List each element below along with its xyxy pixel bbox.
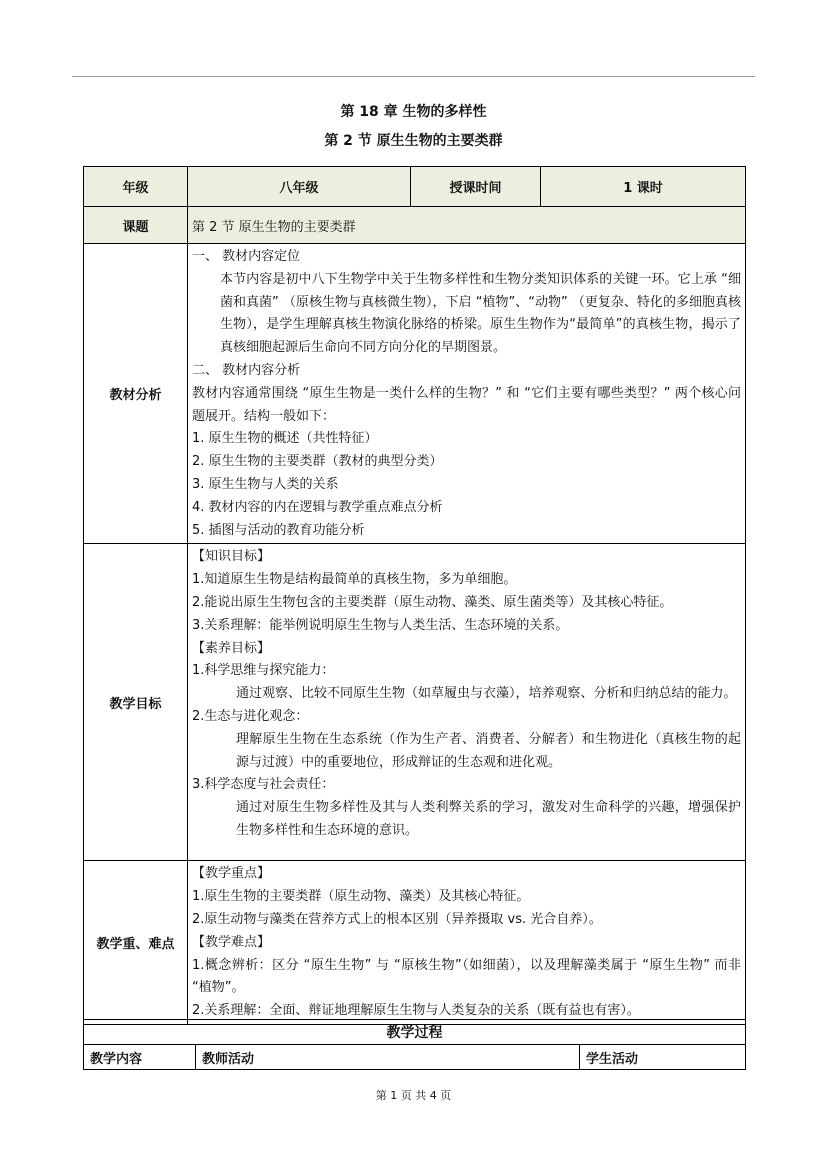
key-point-item: 1.原生生物的主要类群（原生动物、藻类）及其核心特征。 (192, 889, 530, 905)
process-title: 教学过程 (84, 1020, 746, 1045)
difficulty-item: 2.关系理解：全面、辩证地理解原生生物与人类复杂的关系（既有益也有害）。 (192, 1003, 640, 1019)
topic-row (84, 207, 746, 244)
keypoints-content (188, 861, 746, 1025)
key-point-item: 2.原生动物与藻类在营养方式上的根本区别（异养摄取 vs. 光合自养）。 (192, 911, 602, 927)
student-column-header: 学生活动 (580, 1045, 746, 1070)
goal-detail: 通过对原生生物多样性及其与人类利弊关系的学习，激发对生命科学的兴趣，增强保护生物多样性和生态环境的意识。 (236, 800, 741, 838)
goal-detail: 通过观察、比较不同原生生物（如草履虫与衣藻），培养观察、分析和归纳总结的能力。 (236, 686, 737, 702)
goals-content (188, 544, 746, 861)
lesson-plan-table (83, 166, 746, 1025)
analysis-list-item: 3. 原生生物与人类的关系 (192, 476, 339, 492)
literacy-goals-heading: 【素养目标】 (192, 640, 271, 656)
keypoints-row (84, 861, 746, 1025)
goal-item: 1.知道原生生物是结构最简单的真核生物，多为单细胞。 (192, 572, 517, 588)
grade-value: 八年级 (188, 167, 411, 207)
topic-value: 第 2 节 原生生物的主要类群 (188, 207, 746, 244)
time-label: 授课时间 (411, 167, 541, 207)
goal-item: 3.关系理解：能举例说明原生生物与人类生活、生态环境的关系。 (192, 617, 569, 633)
analysis-heading-1: 一、 教材内容定位 (192, 249, 301, 264)
analysis-paragraph-1: 本节内容是初中八下生物学中关于生物多样性和生物分类知识体系的关键一环。它上承 “细菌和真菌” （原核生物与真核微生物），下启 “植物”、“动物” （更复杂、特化的多细胞真核生物），是学生理解真核生物演化脉络的桥梁。原生生物作为“最简单”的真核生物，揭示了真核细胞起源后生命向不同方向分化的早期图景。 (220, 271, 741, 356)
analysis-list-item: 4. 教材内容的内在逻辑与教学重点难点分析 (192, 499, 443, 515)
goal-detail: 理解原生生物在生态系统（作为生产者、消费者、分解者）和生物进化（真核生物的起源与过渡）中的重要地位，形成辩证的生态观和进化观。 (236, 731, 741, 770)
process-title-row (84, 1020, 746, 1045)
section-title: 第 2 节 原生生物的主要类群 (324, 133, 503, 149)
topic-label: 课题 (84, 207, 188, 244)
analysis-list-item: 5. 插图与活动的教育功能分析 (192, 522, 365, 538)
process-header-row (84, 1045, 746, 1070)
analysis-list-item: 1. 原生生物的概述（共性特征） (192, 431, 378, 447)
analysis-content (188, 244, 746, 544)
knowledge-goals-heading: 【知识目标】 (192, 549, 271, 565)
analysis-heading-2: 二、 教材内容分析 (192, 362, 301, 378)
goal-item: 3.科学态度与社会责任： (192, 777, 335, 793)
info-row (84, 167, 746, 207)
goals-row (84, 544, 746, 861)
keypoints-label: 教学重、难点 (84, 861, 188, 1025)
difficulties-heading: 【教学难点】 (192, 934, 271, 950)
teacher-column-header: 教师活动 (196, 1045, 580, 1070)
chapter-title: 第 18 章 生物的多样性 (340, 104, 487, 120)
content-column-header: 教学内容 (84, 1045, 196, 1070)
page-number: 第 1 页 共 4 页 (375, 1089, 452, 1102)
goal-item: 2.能说出原生生物包含的主要类群（原生动物、藻类、原生菌类等）及其核心特征。 (192, 594, 673, 610)
difficulty-item: 1.概念辨析：区分 “原生生物” 与 “原核生物”（如细菌），以及理解藻类属于 “原生生物” 而非 “植物”。 (192, 957, 741, 996)
goal-item: 2.生态与进化观念： (192, 708, 309, 724)
header-rule (72, 76, 755, 77)
analysis-label: 教材分析 (84, 244, 188, 544)
goals-label: 教学目标 (84, 544, 188, 861)
key-points-heading: 【教学重点】 (192, 866, 271, 882)
analysis-row (84, 244, 746, 544)
goal-item: 1.科学思维与探究能力： (192, 663, 335, 679)
analysis-paragraph-2: 教材内容通常围绕 “原生生物是一类什么样的生物？” 和 “它们主要有哪些类型？” 两个核心问题展开。结构一般如下： (192, 385, 741, 424)
time-value: 1 课时 (541, 167, 746, 207)
grade-label: 年级 (84, 167, 188, 207)
analysis-list-item: 2. 原生生物的主要类群（教材的典型分类） (192, 454, 443, 470)
teaching-process-table (83, 1019, 746, 1070)
